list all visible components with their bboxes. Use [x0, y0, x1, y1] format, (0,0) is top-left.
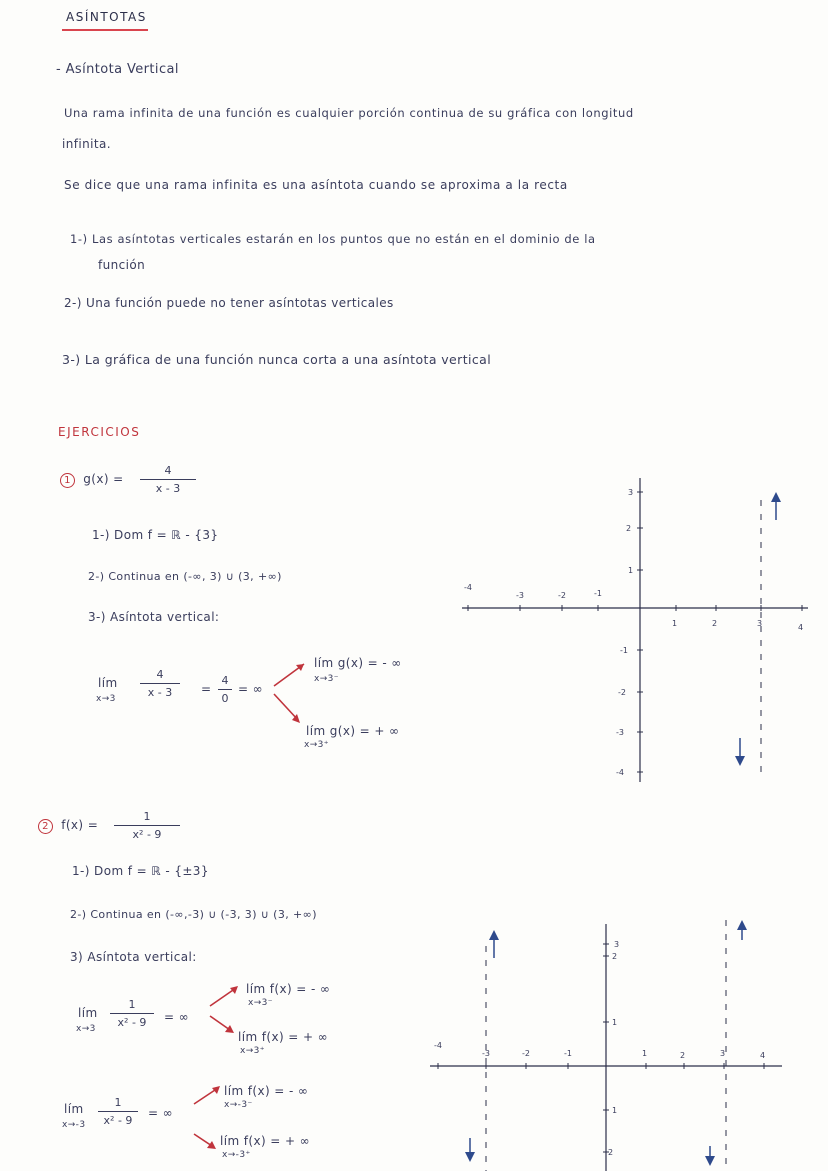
- ex2-function: [38, 818, 98, 834]
- ex1-lim-den: x - 3: [147, 686, 173, 699]
- ex2-lim2-left-sub: x→-3⁻: [224, 1100, 253, 1110]
- ex2-lim1-right-sub: x→3⁺: [240, 1046, 265, 1056]
- x-tick-label: 4: [760, 1051, 766, 1060]
- ex1-fraction: [140, 464, 196, 495]
- ex1-branch-arrows: [270, 650, 310, 740]
- definition-line1: Una rama infinita de una función es cualquier porción continua de su gráfica con longitud: [64, 106, 634, 120]
- ex2-lim2-right-sub: x→-3⁺: [222, 1150, 251, 1160]
- ex2-numerator: 1: [143, 810, 151, 823]
- fraction-bar: [218, 689, 232, 690]
- x-tick-label: -3: [516, 591, 524, 600]
- ex1-lim-fraction: [140, 668, 180, 699]
- y-tick-label: 2: [626, 524, 632, 533]
- ex2-fname: f(x) =: [61, 818, 99, 832]
- arrow-up-head: [212, 1086, 220, 1094]
- x-tick-label: -4: [434, 1041, 442, 1050]
- ex2-step3: 3) Asíntota vertical:: [70, 950, 197, 964]
- ex1-eq-result: = ∞: [238, 682, 264, 696]
- rule-1-line2: función: [98, 258, 146, 272]
- y-tick-label: 3: [614, 940, 620, 949]
- graph2-up-arrowhead-right: [737, 920, 747, 930]
- ex2-lim1-right: lím f(x) = + ∞: [238, 1030, 329, 1044]
- ex1-step1: 1-) Dom f = ℝ - {3}: [92, 528, 219, 542]
- ex2-lim1-label: lím: [78, 1006, 98, 1020]
- heading-text: Asíntota Vertical: [65, 62, 179, 77]
- fraction-bar: [114, 825, 180, 826]
- ex2-lim2-right: lím f(x) = + ∞: [220, 1134, 311, 1148]
- x-tick-label: 3: [757, 619, 763, 628]
- equals-sign: =: [201, 682, 212, 696]
- rule-1-line1: 1-) Las asíntotas verticales estarán en los puntos que no están en el dominio de la: [70, 232, 596, 246]
- x-tick-label: 3: [720, 1049, 726, 1058]
- ex1-lim-sub: x→3: [96, 694, 116, 704]
- section-heading: [56, 62, 179, 77]
- arrow-down-line: [274, 694, 298, 720]
- fraction-bar: [110, 1013, 154, 1014]
- graph-1: [450, 470, 828, 790]
- x-tick-label: -2: [522, 1049, 530, 1058]
- ex1-left-limit: lím g(x) = - ∞: [314, 656, 402, 670]
- arrow-up-line: [210, 988, 236, 1006]
- graph2-up-arrowhead-left: [489, 930, 499, 940]
- x-tick-label: -4: [464, 583, 472, 592]
- arrow-up-head: [230, 986, 238, 994]
- y-tick-label: 1: [612, 1106, 618, 1115]
- ex2-lim1-left: lím f(x) = - ∞: [246, 982, 331, 996]
- ex1-function: [60, 472, 124, 488]
- ex2-lim2-den: x² - 9: [103, 1114, 133, 1127]
- x-tick-label: 4: [798, 623, 804, 632]
- ex1-right-sub: x→3⁺: [304, 740, 329, 750]
- graph1-up-arrowhead: [771, 492, 781, 502]
- rule-3: 3-) La gráfica de una función nunca corta a una asíntota vertical: [62, 352, 492, 367]
- ex1-left-sub: x→3⁻: [314, 674, 339, 684]
- ex1-lim-num: 4: [156, 668, 164, 681]
- ex2-lim1-result: = ∞: [164, 1010, 190, 1024]
- x-tick-label: -3: [482, 1049, 490, 1058]
- y-tick-label: -2: [618, 688, 626, 697]
- ex1-number: 1: [60, 473, 75, 488]
- y-tick-label: -4: [616, 768, 624, 777]
- x-tick-label: -2: [558, 591, 566, 600]
- ex2-number: 2: [38, 819, 53, 834]
- graph1-down-arrowhead: [735, 756, 745, 766]
- exercises-heading: EJERCICIOS: [58, 425, 141, 439]
- y-tick-label: 2: [608, 1148, 614, 1157]
- ex2-step2: 2-) Continua en (-∞,-3) ∪ (-3, 3) ∪ (3, +∞): [70, 908, 317, 921]
- ex1-right-limit: lím g(x) = + ∞: [306, 724, 400, 738]
- x-tick-label: -1: [594, 589, 602, 598]
- arrow-down-line: [210, 1016, 230, 1030]
- ex1-numerator: 4: [164, 464, 172, 477]
- ex2-lim2-left: lím f(x) = - ∞: [224, 1084, 309, 1098]
- ex2-lim1-sub: x→3: [76, 1024, 96, 1034]
- y-tick-label: -1: [620, 646, 628, 655]
- fraction-bar: [140, 479, 196, 480]
- x-tick-label: 2: [680, 1051, 686, 1060]
- ex2-lim1-left-sub: x→3⁻: [248, 998, 273, 1008]
- ex1-denominator: x - 3: [155, 482, 181, 495]
- x-tick-label: -1: [564, 1049, 572, 1058]
- title-underline: [62, 29, 148, 31]
- definition-line2: infinita.: [62, 137, 111, 151]
- arrow-down-head: [207, 1141, 216, 1149]
- heading-dash: -: [56, 62, 62, 77]
- ex2-lim2-result: = ∞: [148, 1106, 174, 1120]
- asymptote-definition: Se dice que una rama infinita es una asíntota cuando se aproxima a la recta: [64, 178, 568, 192]
- graph2-down-arrowhead-right: [705, 1156, 715, 1166]
- ex1-eq-den: 0: [221, 692, 229, 705]
- ex1-eq-fraction: [218, 674, 232, 705]
- x-tick-label: 2: [712, 619, 718, 628]
- ex2-lim1-den: x² - 9: [117, 1016, 147, 1029]
- graph2-down-arrowhead-left: [465, 1152, 475, 1162]
- y-tick-label: 2: [612, 952, 618, 961]
- arrow-down-head: [225, 1025, 234, 1033]
- arrow-down-line: [194, 1134, 212, 1146]
- graph2-ticks: [434, 940, 765, 1157]
- graph1-ticks: [464, 488, 803, 777]
- y-tick-label: 3: [628, 488, 634, 497]
- ex2-lim1-fraction: [110, 998, 154, 1029]
- ex2-step1: 1-) Dom f = ℝ - {±3}: [72, 864, 209, 878]
- ex1-eq-num: 4: [221, 674, 229, 687]
- graph-2: [420, 916, 820, 1171]
- x-tick-label: 1: [642, 1049, 648, 1058]
- rule-2: 2-) Una función puede no tener asíntotas verticales: [64, 296, 394, 310]
- ex2-fraction: [114, 810, 180, 841]
- ex2-lim2-sub: x→-3: [62, 1120, 86, 1130]
- y-tick-label: 1: [612, 1018, 618, 1027]
- fraction-bar: [98, 1111, 138, 1112]
- ex2-lim2-num: 1: [114, 1096, 122, 1109]
- ex2-lim2-label: lím: [64, 1102, 84, 1116]
- ex1-fname: g(x) =: [83, 472, 124, 486]
- fraction-bar: [140, 683, 180, 684]
- x-tick-label: 1: [672, 619, 678, 628]
- ex2-lim1-num: 1: [128, 998, 136, 1011]
- ex1-step3: 3-) Asíntota vertical:: [88, 610, 220, 624]
- page-title: ASÍNTOTAS: [66, 10, 147, 24]
- ex2-denominator: x² - 9: [132, 828, 162, 841]
- ex2-lim2-fraction: [98, 1096, 138, 1127]
- y-tick-label: 1: [628, 566, 634, 575]
- ex1-lim-label: lím: [98, 676, 118, 690]
- y-tick-label: -3: [616, 728, 624, 737]
- ex1-step2: 2-) Continua en (-∞, 3) ∪ (3, +∞): [88, 570, 282, 583]
